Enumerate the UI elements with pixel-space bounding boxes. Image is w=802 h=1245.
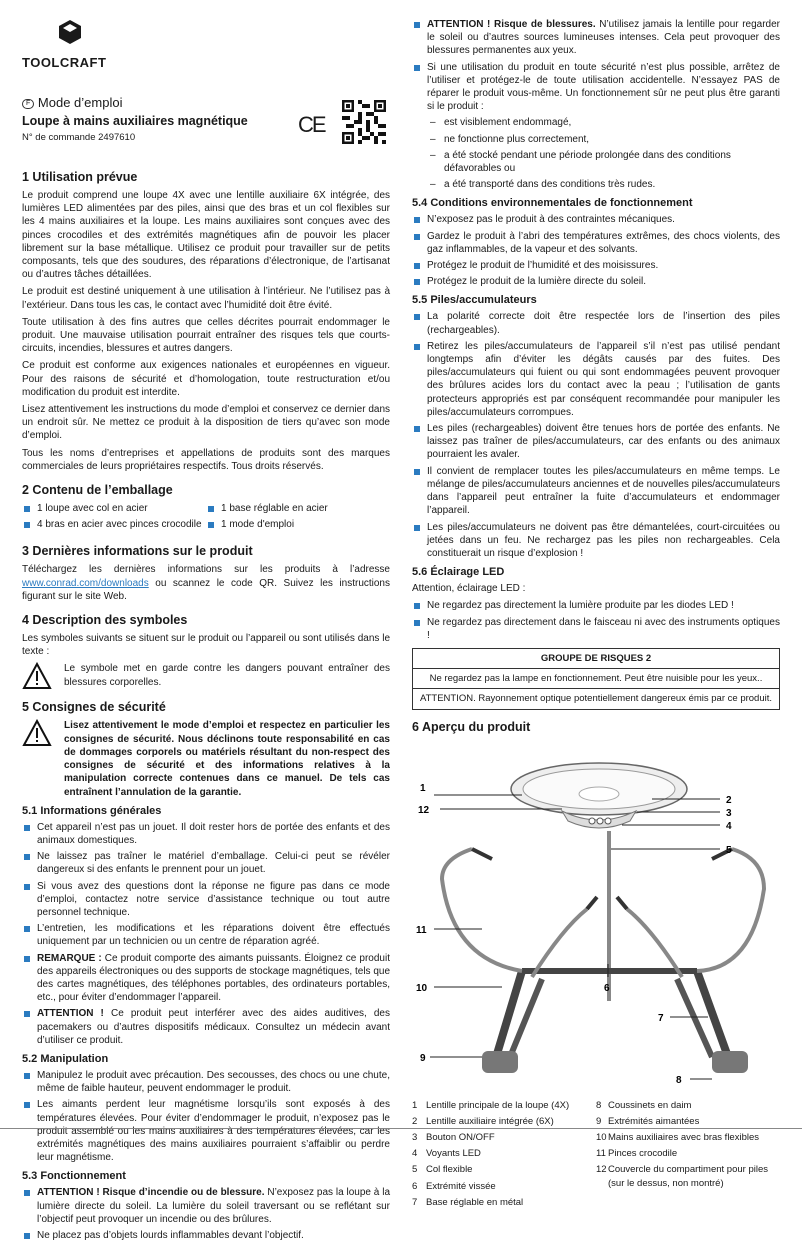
list-item: La polarité correcte doit être respectée lors de l’insertion des piles (rechargeables). [412,310,780,336]
callout-label: 9 [420,1052,426,1064]
section-4-title: 4 Description des symboles [22,613,188,628]
list-item: 3 Bouton ON/OFF [412,1131,495,1143]
list-item: Protégez le produit de l’humidité et des moisissures. [412,259,780,272]
list-item: – ne fonctionne plus correctement, [430,133,780,146]
section-2-title: 2 Contenu de l’emballage [22,483,173,498]
operation-list-continued [412,18,780,113]
callout-label: 3 [726,807,732,819]
callout-label: 2 [726,794,732,806]
s4-intro: Les symboles suivants se situent sur le produit ou l’appareil ou sont utilisés dans le texte : [22,633,390,658]
list-item: Les piles/accumulateurs ne doivent pas être démantelées, court-circuitées ou jetées dans un feu. Ne rechargez pas les piles non rechargeables. Cela constituerait un risque d’explosion ! [412,521,780,561]
download-link[interactable]: www.conrad.com/downloads [22,577,149,589]
list-item: Manipulez le produit avec précaution. Des secousses, des chocs ou une chute, même de faible hauteur, peuvent endommager le produit. [22,1069,390,1095]
led-list [412,599,780,642]
list-item: Il convient de remplacer toutes les piles/accumulateurs en même temps. Le mélange de piles/accumulateurs anciennes et de nouvelles piles/accumulateurs dans l’appareil peut entraîner la fuite d’accumulateurs et endommager l’appareil. [412,465,780,518]
section-5-6-title: 5.6 Éclairage LED [412,566,505,579]
battery-list [412,310,780,560]
list-item: 1 Lentille principale de la loupe (4X) [412,1099,570,1111]
list-item: Protégez le produit de la lumière directe du soleil. [412,275,780,288]
warning-triangle-icon [22,719,52,747]
right-column [412,18,780,1212]
safety-warning-row [22,719,390,798]
s3-paragraph: Téléchargez les dernières informations sur les produits à l’adresse www.conrad.com/downloads ou scannez le code QR. Suivez les instructions figurant sur le site Web. [22,564,390,602]
handling-list [22,1069,390,1164]
package-contents [22,502,390,534]
section-5-title: 5 Consignes de sécurité [22,700,166,715]
list-item: Ne placez pas d’objets lourds inflammables devant l’objectif. [22,1229,390,1242]
list-item: N’exposez pas le produit à des contraintes mécaniques. [412,213,780,226]
s1-paragraph: Toute utilisation à des fins autres que celles décrites pourrait endommager le produit. Une mauvaise utilisation pourrait entraîner des risques tels que courts-circuits, incendies, blessures et autres dangers. [22,316,390,355]
section-5-1-title: 5.1 Informations générales [22,804,162,817]
brand-name: TOOLCRAFT [22,55,107,70]
list-item: ATTENTION ! Risque de blessures. N’utilisez jamais la lentille pour regarder le soleil ou d’autres sources lumineuses intenses. Cela peut provoquer des blessures permanentes aux yeux. [412,18,780,58]
parts-list [412,1099,780,1212]
risk-row: ATTENTION. Rayonnement optique potentiellement dangereux émis par ce produit. [413,689,780,709]
list-item: 4 Voyants LED [412,1148,481,1160]
list-item: 12 Couvercle du compartiment pour piles (sur le dessus, non montré) [596,1164,768,1189]
magnifier-illustration [412,739,782,1099]
section-5-4-title: 5.4 Conditions environnementales de fonctionnement [412,197,693,210]
brand-logo [22,20,122,72]
document-header [22,96,390,145]
list-item: REMARQUE : Ce produit comporte des aimants puissants. Éloignez ce produit des appareils électroniques ou des supports de stockage magnétiques, tels que des cartes magnétiques, des téléphones portables, des ordinateurs portables, etc., pour éviter d’endommager l’appareil. [22,952,390,1005]
list-item: 4 bras en acier avec pinces crocodile [22,518,206,531]
callout-label: 5 [726,844,732,856]
list-item: ATTENTION ! Ce produit peut interférer avec des aides auditives, des pacemakers ou d’autres dispositifs médicaux. Consultez un médecin avant d’utiliser ce produit. [22,1007,390,1047]
list-item: 8 Coussinets en daim [596,1099,692,1111]
warning-triangle-icon [22,662,52,690]
callout-label: 8 [676,1074,682,1086]
callout-label: 7 [658,1012,664,1024]
callout-label: 1 [420,782,426,794]
list-item: 1 base réglable en acier [206,502,390,515]
list-item: – a été transporté dans des conditions très rudes. [430,178,780,191]
list-item: – a été stocké pendant une période prolongée dans des conditions défavorables ou [430,149,780,175]
warning-description: Le symbole met en garde contre les dangers pouvant entraîner des blessures corporelles. [64,663,390,688]
callout-label: 11 [416,924,427,936]
list-item: 11 Pinces crocodile [596,1148,678,1160]
list-item: Les aimants perdent leur magnétisme lorsqu’ils sont exposés à des températures élevées. Pour éviter d’endommager le produit, n’exposez pas le produit assemblé ou les mains auxiliaires à des températures élevées, car les extrémités magnétiques des mains auxiliaires pourraient s’affaiblir ou perdre leur magnétisme. [22,1098,390,1164]
risk-row: Ne regardez pas la lampe en fonctionnement. Peut être nuisible pour les yeux.. [413,669,780,689]
left-column [22,160,390,1245]
qr-code-icon[interactable] [342,100,386,144]
section-6-title: 6 Aperçu du produit [412,719,531,734]
product-title: Loupe à mains auxiliaires magnétique [22,114,248,129]
list-item: ATTENTION ! Risque d’incendie ou de blessure. N’exposez pas la loupe à la lumière directe du soleil. La lumière du soleil traversant ou se reflétant sur l’objectif peut provoquer un incendie ou des brûlures. [22,1186,390,1226]
list-item: Si une utilisation du produit en toute sécurité n’est plus possible, arrêtez de l’utiliser et protégez-le de toute utilisation accidentelle. N’essayez PAS de réparer le produit vous-même. Un fonctionnement sûr ne peut plus être garanti si le produit : [412,61,780,114]
s1-paragraph: Le produit est destiné uniquement à une utilisation à l’intérieur. Ne l’utilisez pas à l’extérieur. Dans tous les cas, le contact avec l’humidité doit être évité. [22,286,390,311]
s1-paragraph: Tous les noms d’entreprises et appellations de produits sont des marques commerciales de leurs propriétaires respectifs. Tous droits réservés. [22,447,390,472]
list-item: L’entretien, les modifications et les réparations doivent être effectués uniquement par un technicien ou un centre de réparation agréé. [22,922,390,948]
environment-list [412,213,780,288]
list-item: 1 loupe avec col en acier [22,502,206,515]
list-item: Gardez le produit à l’abri des températures extrêmes, des chocs violents, des gaz inflammables, de la vapeur et des solvants. [412,230,780,256]
ce-mark: CE [298,112,325,137]
list-item: Ne regardez pas directement dans le faisceau ni avec des instruments optiques ! [412,616,780,642]
list-item: 10 Mains auxiliaires avec bras flexibles [596,1131,760,1143]
section-3-title: 3 Dernières informations sur le produit [22,544,253,559]
list-item: 9 Extrémités aimantées [596,1115,700,1127]
list-item: Cet appareil n’est pas un jouet. Il doit rester hors de portée des enfants et des animaux domestiques. [22,821,390,847]
safety-warning-text: Lisez attentivement le mode d’emploi et respectez en particulier les consignes de sécurité. Nous déclinons toute responsabilité en cas de dommages corporels ou matériels résultant du non-respect des consignes de sécurité et des informations relatives à la manipulation correcte contenues dans ce manuel. De tels cas entraînent l’annulation de la garantie. [64,720,390,798]
list-item: 2 Lentille auxiliaire intégrée (6X) [412,1115,554,1127]
s1-paragraph: Lisez attentivement les instructions du mode d’emploi et conservez ce dernier dans un endroit sûr. Ne mettez ce produit à la disposition de tiers qu’avec son mode d’emploi. [22,404,390,442]
parts-list-left [412,1099,596,1212]
list-item: 5 Col flexible [412,1164,473,1176]
led-intro: Attention, éclairage LED : [412,583,526,595]
list-item: Ne laissez pas traîner le matériel d’emballage. Celui-ci peut se révéler dangereux si des enfants le prennent pour un jouet. [22,850,390,876]
list-item: 7 Base réglable en métal [412,1196,524,1208]
section-5-3-title: 5.3 Fonctionnement [22,1170,126,1183]
operation-list [22,1186,390,1242]
toolcraft-logo-icon [59,20,81,46]
language-badge: F [22,99,34,109]
callout-label: 12 [418,804,430,816]
callout-label: 4 [726,820,732,832]
s1-paragraph: Le produit comprend une loupe 4X avec une lentille auxiliaire 6X intégrée, des lumières LED alimentées par des piles, ainsi que des bras et un col flexibles sur les 4 mains auxiliaires et la loupe. Les mains auxiliaires sont conçues avec des pinces crocodiles et des extrémités magnétiques afin de pouvoir les placer librement sur la base métallique. Utilisez ce produit pour travailler sur de petits composants, tels que des soudures, des réparations d’électronique, de l’artisanat ou d’autres tâches détaillées. [22,190,390,281]
list-item: 6 Extrémité vissée [412,1180,496,1192]
order-number: N° de commande 2497610 [22,132,136,144]
list-item: 1 mode d'emploi [206,518,390,531]
s1-paragraph: Ce produit est conforme aux exigences nationales et européennes en vigueur. Pour des raisons de sécurité et d’homologation, toute restructuration et/ou modification du produit est interdite. [22,360,390,398]
list-item: – est visiblement endommagé, [430,116,780,129]
callout-label: 6 [604,982,610,994]
list-item: Ne regardez pas directement la lumière produite par les diodes LED ! [412,599,780,612]
product-diagram [412,739,782,1099]
damage-conditions-list [412,116,780,191]
section-5-2-title: 5.2 Manipulation [22,1052,109,1065]
parts-list-right [596,1099,780,1212]
general-info-list [22,821,390,1047]
section-5-5-title: 5.5 Piles/accumulateurs [412,294,537,307]
section-1-title: 1 Utilisation prévue [22,170,138,184]
list-item: Les piles (rechargeables) doivent être tenues hors de portée des enfants. Ne laissez pas traîner de piles/accumulateurs, car des enfants ou des animaux pourraient les avaler. [412,422,780,462]
risk-group-title: GROUPE DE RISQUES 2 [413,648,780,668]
risk-group-table [412,648,780,710]
list-item: Retirez les piles/accumulateurs de l’appareil s’il n’est pas utilisé pendant longtemps afin d’éviter les dégâts causés par des fuites. Des piles/accumulateurs qui fuient ou qui sont endommagées peuvent provoquer des brûlures acides lors du contact avec la peau ; l’utilisation de gants protecteurs appropriés est par conséquent recommandée pour manipuler les piles/accumulateurs corrompues. [412,340,780,419]
manual-label: F Mode d’emploi [22,96,390,109]
warning-symbol-row [22,662,390,690]
footer-divider [0,1128,802,1129]
list-item: Si vous avez des questions dont la réponse ne figure pas dans ce mode d’emploi, contactez notre service d’assistance technique ou tout autre personnel technique. [22,880,390,920]
callout-label: 10 [416,982,428,994]
